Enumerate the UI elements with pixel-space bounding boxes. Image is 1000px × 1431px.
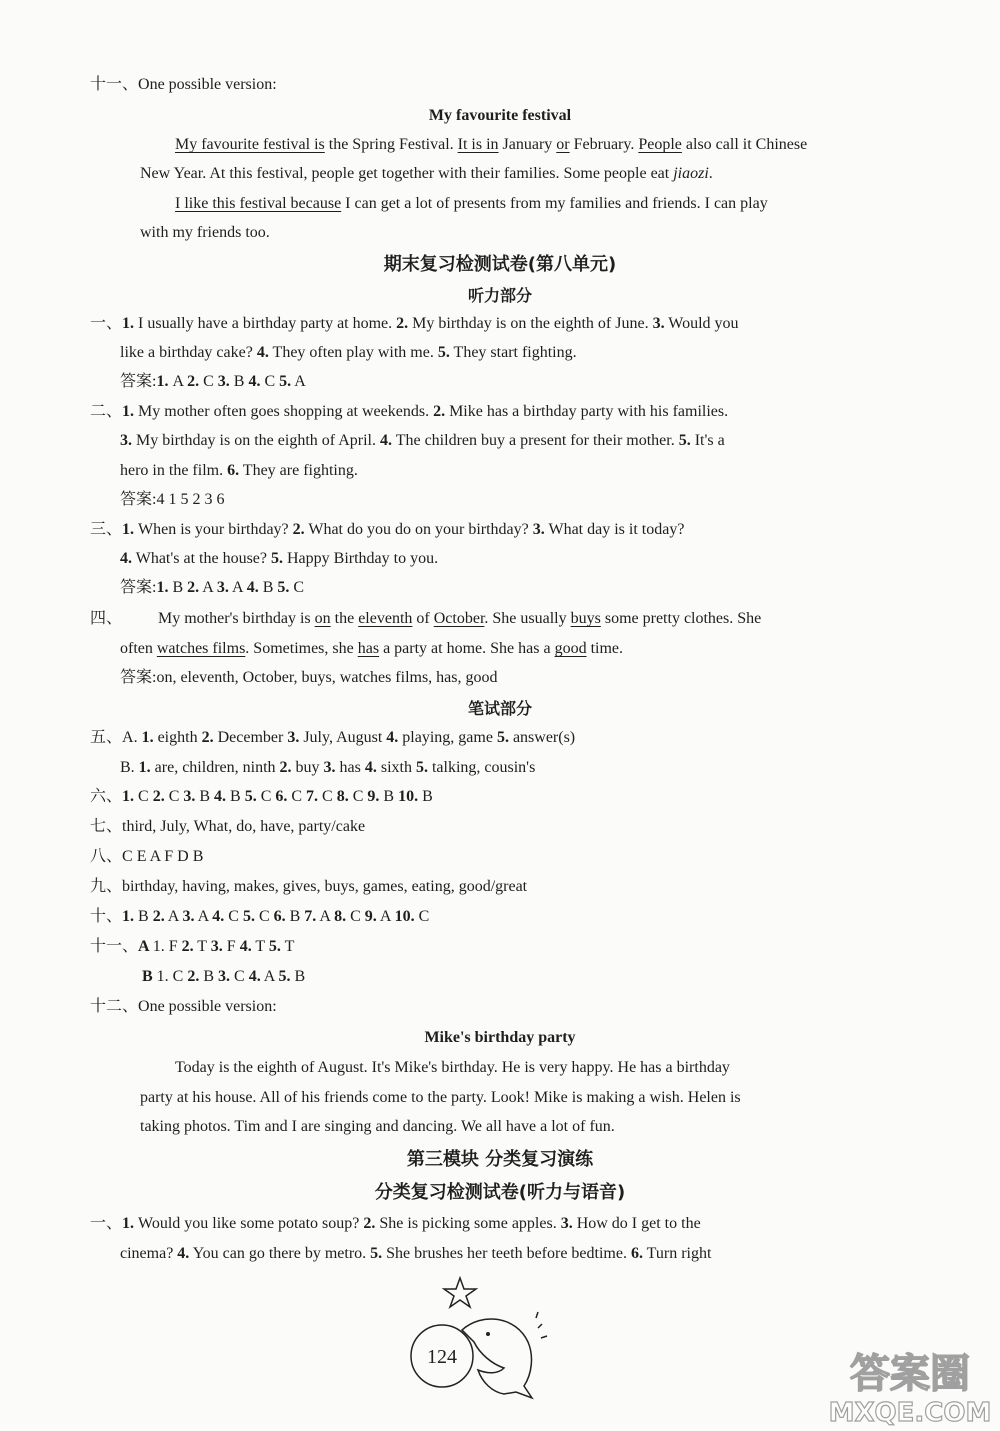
exam-title: 期末复习检测试卷(第八单元) xyxy=(383,254,617,275)
writing-section-title: 笔试部分 xyxy=(467,699,532,718)
question-4-cont: often watches films. Sometimes, she has a party at home. She has a good time. xyxy=(120,640,623,657)
watermark-url: MXQE.COM xyxy=(828,1398,992,1428)
question-1-cont: cinema? 4. You can go there by metro. 5. She brushes her teeth before bedtime. 6. Turn right xyxy=(120,1245,712,1262)
module-title: 第三模块 分类复习演练 xyxy=(406,1149,594,1170)
essay-line: with my friends too. xyxy=(140,224,270,241)
question-1: 一、1. I usually have a birthday party at home. 2. My birthday is on the eighth of June. 3. Would you xyxy=(90,315,739,332)
answer-line: 答案:1. A 2. C 3. B 4. C 5. A xyxy=(120,373,306,390)
essay-title: My favourite festival xyxy=(428,107,572,124)
question-3: 三、1. When is your birthday? 2. What do you do on your birthday? 3. What day is it today? xyxy=(90,521,685,538)
essay-line: New Year. At this festival, people get together with their families. Some people eat jiaozi. xyxy=(140,165,713,182)
question-4-label: 四、 xyxy=(90,610,123,627)
page-number: 124 xyxy=(427,1346,457,1368)
star-icon xyxy=(444,1278,476,1307)
watermark-text: 答案圈 xyxy=(850,1351,970,1397)
splash-icon xyxy=(536,1312,547,1338)
section-11-heading: 十一、One possible version: xyxy=(90,76,277,93)
answer-line: 答案:1. B 2. A 3. A 4. B 5. C xyxy=(120,579,305,596)
question-11-cont: B 1. C 2. B 3. C 4. A 5. B xyxy=(142,968,306,985)
question-1-cont: like a birthday cake? 4. They often play with me. 5. They start fighting. xyxy=(120,344,577,361)
essay-line: party at his house. All of his friends come to the party. Look! Mike is making a wish. Helen is xyxy=(140,1089,741,1106)
dolphin-eye-icon xyxy=(486,1332,490,1336)
essay-line: I like this festival because I can get a lot of presents from my families and friends. I can play xyxy=(175,195,768,212)
question-4: My mother's birthday is on the eleventh of October. She usually buys some pretty clothes. She xyxy=(158,610,762,627)
answer-line: 答案:on, eleventh, October, buys, watches films, has, good xyxy=(120,669,498,686)
question-5-cont: B. 1. are, children, ninth 2. buy 3. has 4. sixth 5. talking, cousin's xyxy=(120,759,536,776)
question-6: 六、1. C 2. C 3. B 4. B 5. C 6. C 7. C 8. C 9. B 10. B xyxy=(90,788,433,805)
question-12: 十二、One possible version: xyxy=(90,998,277,1015)
question-2: 二、1. My mother often goes shopping at weekends. 2. Mike has a birthday party with his families. xyxy=(90,403,729,420)
question-7: 七、third, July, What, do, have, party/cake xyxy=(90,818,366,835)
question-1: 一、1. Would you like some potato soup? 2. She is picking some apples. 3. How do I get to the xyxy=(90,1215,701,1232)
question-10: 十、1. B 2. A 3. A 4. C 5. C 6. B 7. A 8. C 9. A 10. C xyxy=(90,908,430,925)
module-subtitle: 分类复习检测试卷(听力与语音) xyxy=(374,1182,626,1203)
answer-line: 答案:4 1 5 2 3 6 xyxy=(120,491,225,508)
question-8: 八、C E A F D B xyxy=(90,848,204,865)
essay-title: Mike's birthday party xyxy=(424,1029,576,1046)
page-number-badge xyxy=(400,1270,550,1410)
question-2-cont: 3. My birthday is on the eighth of April. 4. The children buy a present for their mother. 5. It's a xyxy=(120,432,725,449)
listening-section-title: 听力部分 xyxy=(467,286,532,305)
question-2-cont: hero in the film. 6. They are fighting. xyxy=(120,462,358,479)
question-11: 十一、A 1. F 2. T 3. F 4. T 5. T xyxy=(90,938,295,955)
essay-line: My favourite festival is the Spring Festival. It is in January or February. People also call it Chinese xyxy=(175,136,808,153)
essay-line: Today is the eighth of August. It's Mike's birthday. He is very happy. He has a birthday xyxy=(175,1059,730,1076)
question-3-cont: 4. What's at the house? 5. Happy Birthday to you. xyxy=(120,550,439,567)
watermark-logo xyxy=(820,1335,1000,1431)
question-9: 九、birthday, having, makes, gives, buys, games, eating, good/great xyxy=(90,878,528,895)
question-5: 五、A. 1. eighth 2. December 3. July, August 4. playing, game 5. answer(s) xyxy=(90,729,576,746)
essay-line: taking photos. Tim and I are singing and dancing. We all have a lot of fun. xyxy=(140,1118,615,1135)
